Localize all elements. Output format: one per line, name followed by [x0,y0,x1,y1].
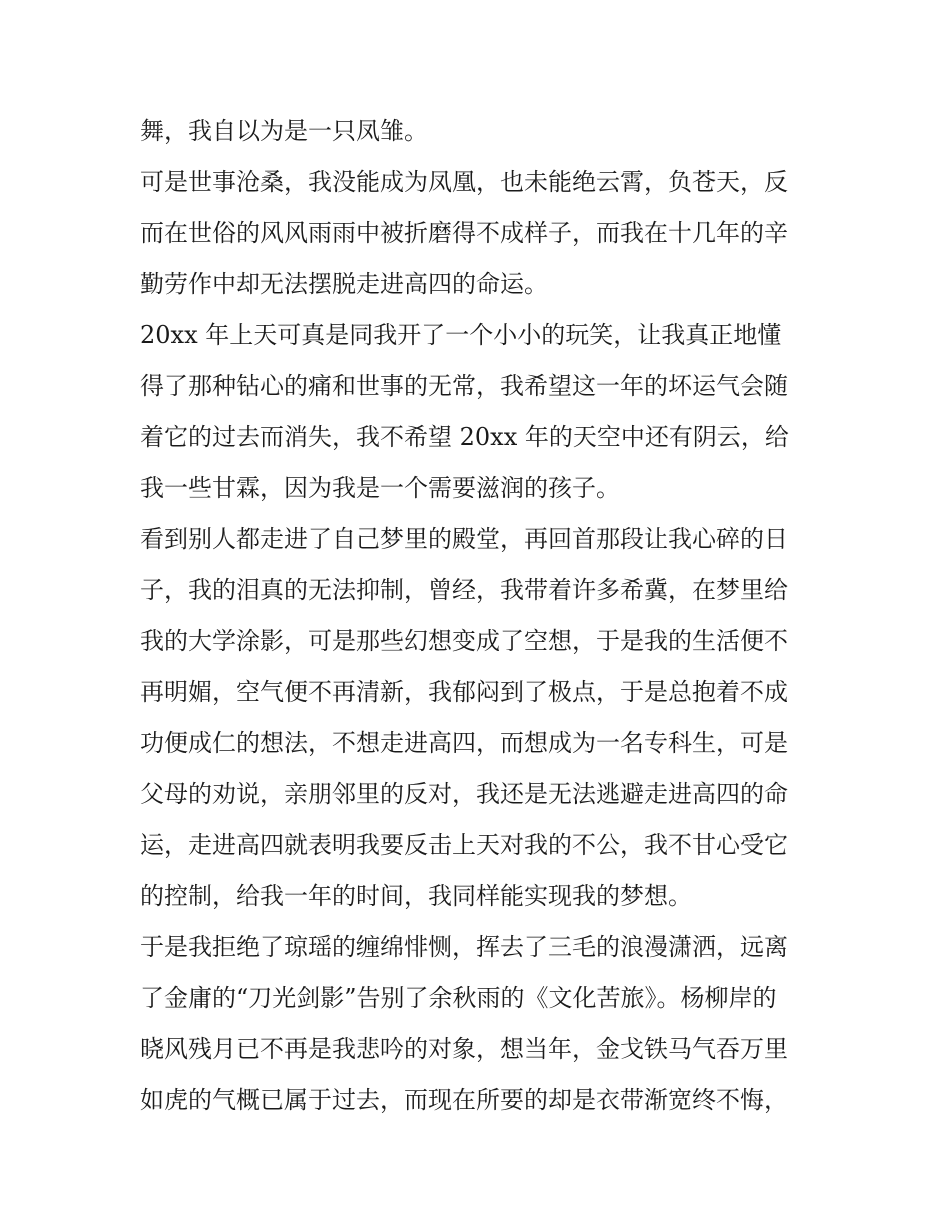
text-line: 如虎的气概已属于过去，而现在所要的却是衣带渐宽终不悔， [140,1086,788,1114]
text-line: 父母的劝说，亲朋邻里的反对，我还是无法逃避走进高四的命 [140,780,788,808]
text-line: 于是我拒绝了琼瑶的缠绵悱恻，挥去了三毛的浪漫潇洒，远离 [140,933,788,961]
text-line: 了金庸的“刀光剑影”告别了余秋雨的《文化苦旅》。杨柳岸的 [140,984,777,1012]
text-line: 我一些甘霖，因为我是一个需要滋润的孩子。 [140,474,620,502]
text-line: 子，我的泪真的无法抑制，曾经，我带着许多希冀，在梦里给 [140,576,788,604]
text-line: 20xx 年上天可真是同我开了一个小小的玩笑，让我真正地懂 [140,321,782,349]
text-line: 着它的过去而消失，我不希望 20xx 年的天空中还有阴云，给 [140,423,789,451]
text-line: 勤劳作中却无法摆脱走进高四的命运。 [140,270,548,298]
body-text [140,106,812,1126]
text-line: 的控制，给我一年的时间，我同样能实现我的梦想。 [140,882,692,910]
text-line: 再明媚，空气便不再清新，我郁闷到了极点，于是总抱着不成 [140,678,788,706]
text-line: 运，走进高四就表明我要反击上天对我的不公，我不甘心受它 [140,831,788,859]
text-line: 可是世事沧桑，我没能成为凤凰，也未能绝云霄，负苍天，反 [140,168,788,196]
text-line: 而在世俗的风风雨雨中被折磨得不成样子，而我在十几年的辛 [140,219,788,247]
text-line: 舞，我自以为是一只凤雏。 [140,117,428,145]
text-line: 看到别人都走进了自己梦里的殿堂，再回首那段让我心碎的日 [140,525,788,553]
text-line: 我的大学涂影，可是那些幻想变成了空想，于是我的生活便不 [140,627,788,655]
text-line: 得了那种钻心的痛和世事的无常，我希望这一年的坏运气会随 [140,372,788,400]
text-line: 功便成仁的想法，不想走进高四，而想成为一名专科生，可是 [140,729,788,757]
text-line: 晓风残月已不再是我悲吟的对象，想当年，金戈铁马气吞万里 [140,1035,788,1063]
